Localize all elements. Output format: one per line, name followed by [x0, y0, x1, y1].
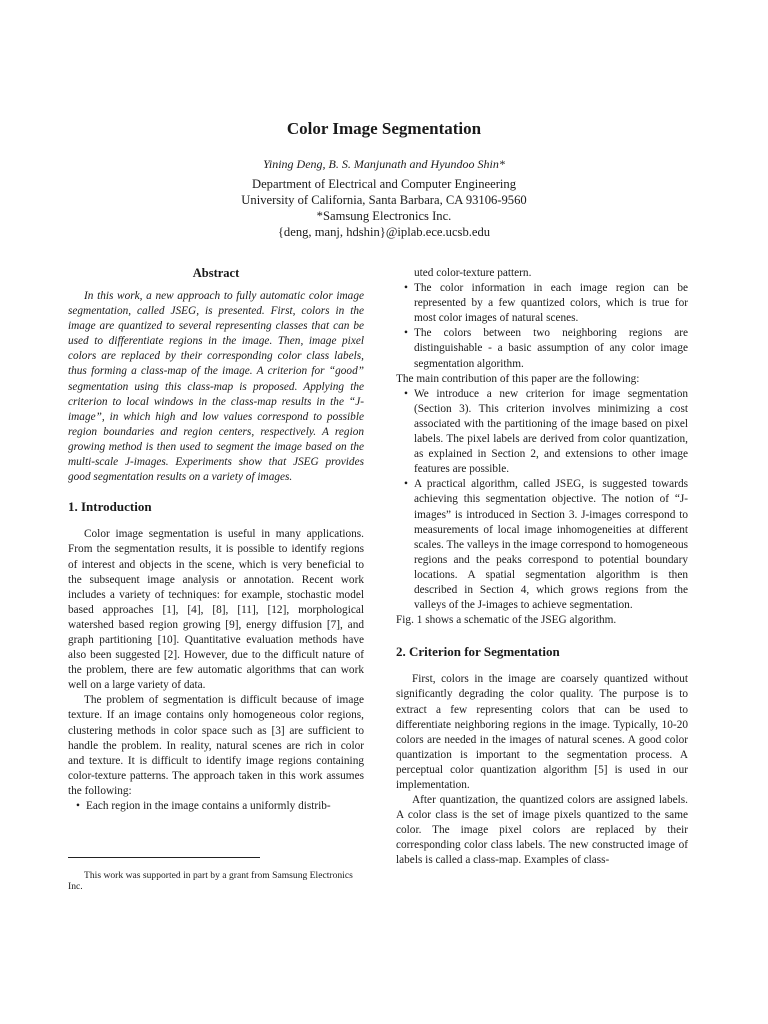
list-item: [396, 387, 688, 478]
affiliation-line: University of California, Santa Barbara, CA 93106-9560: [241, 193, 527, 207]
right-column: [396, 266, 688, 869]
section-heading-criterion: 2. Criterion for Segmentation: [396, 644, 560, 660]
list-item-text: Each region in the image contains a uniformly distrib-: [86, 800, 331, 812]
list-item: [396, 281, 688, 326]
list-item-continuation: uted color-texture pattern.: [414, 267, 532, 279]
left-column: [68, 266, 364, 814]
criterion-paragraph: First, colors in the image are coarsely quantized without significantly degrading the color quality. The purpose is to extract a few representing colors that can be used to differentiate neighboring regions in the image. Typically, 10-20 colors are needed in the images of natural scenes. A good color quantization is important to the segmentation process. A perceptual color quantization algorithm [5] is used in our implementation.: [396, 673, 688, 791]
bullet-icon: •: [404, 327, 408, 340]
bullet-icon: •: [76, 800, 80, 812]
list-item: [396, 477, 688, 613]
figure-reference: Fig. 1 shows a schematic of the JSEG algorithm.: [396, 614, 617, 627]
contribution-list: [396, 387, 688, 613]
criterion-paragraph: After quantization, the quantized colors are assigned labels. A color class is the set of image pixels quantized to the same color. The image pixel colors are replaced by their corresponding color class labels. The new constructed image of labels is called a class-map. Examples of class-: [396, 794, 688, 867]
email-line: {deng, manj, hdshin}@iplab.ece.ucsb.edu: [277, 225, 491, 239]
affiliation-block: [0, 176, 768, 240]
list-item-text: The colors between two neighboring regions are distinguishable - a basic assumption of any color image segmentation algorithm.: [414, 327, 688, 370]
list-item-text: We introduce a new criterion for image segmentation (Section 3). This criterion involves minimizing a cost associated with the partitioning of the image based on pixel labels. The pixel labels are derived from color quantization, as explained in Section 2, and extensions to other image features are possible.: [414, 387, 688, 476]
list-item: [68, 799, 364, 814]
abstract-text: In this work, a new approach to fully automatic color image segmentation, called JSEG, is presented. First, colors in the image are quantized to several representing classes that can be used to differentiate regions in the image. Then, image pixel colors are replaced by their corresponding color class labels, thus forming a class-map of the image. A criterion for “good” segmentation using this class-map is proposed. Applying the criterion to local windows in the class-map results in the “J-image”, in which high and low values correspond to possible region boundaries and region centers, respectively. A region growing method is then used to segment the image based on the multi-scale J-images. Experiments show that JSEG provides good segmentation results on a variety of images.: [68, 290, 364, 484]
affiliation-line: Department of Electrical and Computer Engineering: [251, 177, 517, 191]
intro-paragraph: Color image segmentation is useful in many applications. From the segmentation results, it is possible to identify regions of interest and objects in the scene, which is very beneficial to the subsequent image analysis or annotation. Recent work includes a variety of techniques: for example, stochastic model based approaches [1], [4], [8], [11], [12], morphological watershed based region growing [9], energy diffusion [7], and graph partitioning [10]. Quantitative evaluation methods have also been suggested [2]. However, due to the difficult nature of the problem, there are few automatic algorithms that can work well on a large variety of data.: [68, 528, 364, 692]
contribution-intro: The main contribution of this paper are the following:: [396, 372, 640, 385]
bullet-icon: •: [404, 478, 408, 491]
bullet-icon: •: [404, 387, 408, 400]
intro-paragraph: The problem of segmentation is difficult because of image texture. If an image contains only homogeneous color regions, clustering methods in color space such as [3] are sufficient to handle the problem. In reality, natural scenes are rich in color and texture. It is difficult to identify image regions containing color-texture patterns. The approach taken in this work assumes the following:: [68, 694, 364, 797]
affiliation-line: *Samsung Electronics Inc.: [316, 209, 452, 223]
footnote: This work was supported in part by a grant from Samsung Electronics Inc.: [68, 870, 353, 892]
list-item: [396, 326, 688, 371]
abstract-heading: Abstract: [192, 266, 240, 280]
section-heading-introduction: 1. Introduction: [68, 499, 152, 515]
list-item-text: The color information in each image region can be represented by a few quantized colors, which is true for most color images of natural scenes.: [414, 282, 688, 325]
paper-title: Color Image Segmentation: [286, 119, 482, 138]
bullet-icon: •: [404, 282, 408, 295]
footnote-divider: [68, 857, 260, 858]
assumption-list: [68, 799, 364, 814]
author-list: Yining Deng, B. S. Manjunath and Hyundoo Shin*: [263, 157, 505, 171]
assumption-list-continued: [396, 281, 688, 372]
list-item-text: A practical algorithm, called JSEG, is suggested towards achieving this segmentation objective. The notion of “J-images” is introduced in Section 3. J-images correspond to measurements of local image inhomogeneities at different scales. The valleys in the image correspond to homogeneous regions and the peaks correspond to potential boundary locations. A spatial segmentation algorithm is then described in Section 4, which grows regions from the valleys of the J-images to achieve segmentation.: [414, 478, 688, 612]
